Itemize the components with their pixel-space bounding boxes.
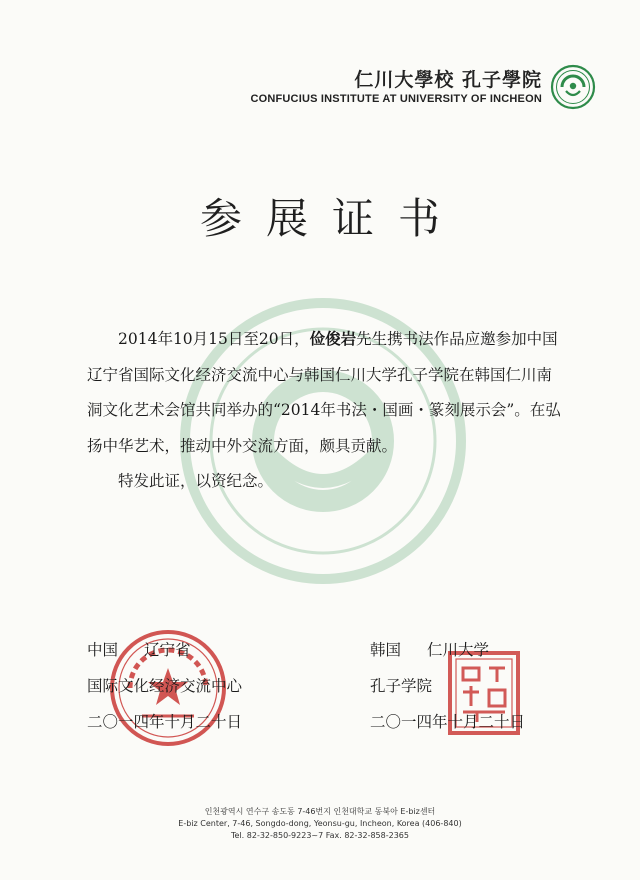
left-country: 中国 (87, 641, 119, 659)
footer-contact: Tel. 82-32-850-9223~7 Fax. 82-32-858-2365 (231, 831, 409, 840)
confucius-institute-logo-icon (550, 64, 596, 110)
signature-right-line-1 (370, 632, 525, 668)
right-university: 仁川大学 (427, 641, 490, 659)
footer-english-address: E-biz Center, 7-46, Songdo-dong, Yeonsu-gu, Incheon, Korea (406-840) (178, 819, 462, 828)
right-date: 二〇一四年十月二十日 (370, 713, 526, 731)
institution-en-name: CONFUCIUS INSTITUTE AT UNIVERSITY OF INCHEON (250, 93, 542, 105)
event-description-text: 先生携书法作品应邀参加中国辽宁省国际文化经济交流中心与韩国仁川大学孔子学院在韩国仁川南洞文化艺术会馆共同举办的“2014年书法・国画・篆刻展示会”。在弘扬中华艺术，推动中外交流方面，颇具贡献。 (87, 330, 561, 455)
institution-cn-name: 仁川大學校 孔子學院 (354, 69, 542, 91)
footer-address (0, 806, 640, 842)
right-country: 韩国 (370, 641, 402, 659)
certificate-title: 参展证书 (199, 194, 464, 243)
left-province: 辽宁省 (144, 641, 191, 659)
body-paragraph-2: 特发此证，以资纪念。 (118, 472, 274, 490)
left-date: 二〇一四年十月二十日 (87, 713, 243, 731)
footer-korean-address: 인천광역시 연수구 송도동 7-46번지 인천대학교 동북아 E-biz센터 (204, 807, 436, 816)
signature-left-line-1 (87, 632, 242, 668)
institution-header (250, 64, 596, 110)
header-text (250, 69, 542, 105)
event-date-text: 2014年10月15日至20日， (118, 330, 310, 348)
certificate-body (87, 321, 567, 500)
recipient-name: 俭俊岩 (309, 329, 357, 348)
body-paragraph-1 (87, 321, 567, 464)
signature-left (87, 632, 242, 740)
signature-right (370, 632, 525, 740)
right-organization: 孔子学院 (370, 677, 433, 695)
left-organization: 国际文化经济交流中心 (87, 677, 243, 695)
